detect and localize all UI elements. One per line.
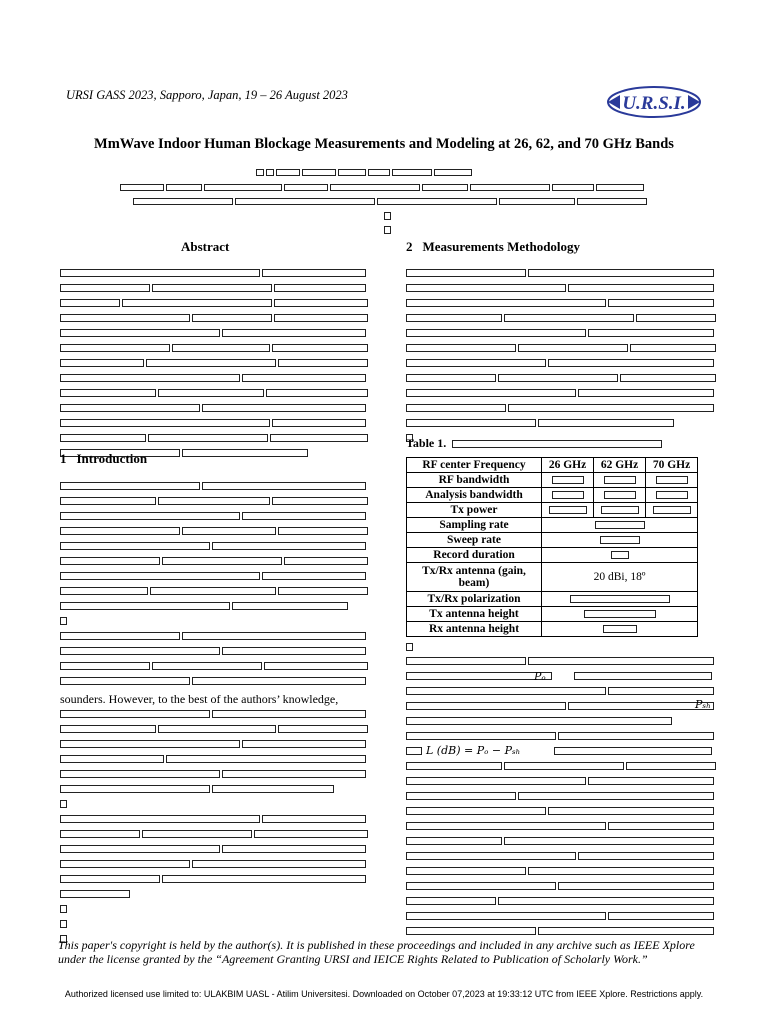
row-label: RF bandwidth <box>407 473 542 488</box>
row-label: Tx/Rx antenna (gain, beam) <box>407 563 542 592</box>
table-row <box>407 563 698 592</box>
introduction-visible-text: sounders. However, to the best of the authors’ knowledge, <box>60 692 339 706</box>
row-label: Tx power <box>407 503 542 518</box>
table-caption-label: Table 1. <box>406 436 447 450</box>
introduction-title: Introduction <box>76 451 148 466</box>
row-label: Sampling rate <box>407 518 542 533</box>
table-row <box>407 518 698 533</box>
author-line <box>256 168 516 177</box>
table-row <box>407 473 698 488</box>
cell-62ghz: 62 GHz <box>594 458 646 473</box>
table-caption <box>406 436 662 451</box>
authorized-use-notice: Authorized licensed use limited to: ULAKBIM UASL - Atilim Universitesi. Downloaded on October 07,2023 at 19:33:12 UTC from IEEE Xplore. Restrictions apply. <box>64 989 704 999</box>
cell-70ghz: 70 GHz <box>646 458 698 473</box>
cell-26ghz: 26 GHz <box>542 458 594 473</box>
affiliation-line-1 <box>120 183 644 192</box>
table-row <box>407 458 698 473</box>
copyright-notice: This paper's copyright is held by the author(s). It is published in these proceedings and included in any archive such as IEEE Xplore under the license granted by the “Agreement Granting URSI and IEICE Rights Related to Publication of Scholarly Work.” <box>58 938 695 966</box>
row-label: Tx antenna height <box>407 607 542 622</box>
introduction-heading <box>60 451 147 467</box>
shadowed-power-symbol: Pₛₕ <box>695 698 711 711</box>
row-label: Sweep rate <box>407 533 542 548</box>
table-row <box>407 622 698 637</box>
table-row <box>407 592 698 607</box>
affiliation-line-2 <box>133 197 647 206</box>
paper-title: MmWave Indoor Human Blockage Measurements and Modeling at 26, 62, and 70 GHz Bands <box>94 136 674 152</box>
methodology-title: Measurements Methodology <box>422 239 581 254</box>
rf-parameters-table <box>406 457 698 637</box>
spacer-glyph <box>384 226 391 234</box>
table-row <box>407 548 698 563</box>
methodology-heading <box>406 239 580 255</box>
received-power-symbol: Pₒ <box>534 670 546 683</box>
methodology-number: 2 <box>406 239 413 254</box>
path-loss-equation: L (dB) = Pₒ − Pₛₕ <box>426 744 521 757</box>
row-label: Analysis bandwidth <box>407 488 542 503</box>
table-row <box>407 503 698 518</box>
svg-text:U.R.S.I.: U.R.S.I. <box>622 93 686 114</box>
spacer-glyph <box>406 643 413 651</box>
table-row <box>407 607 698 622</box>
conference-header: URSI GASS 2023, Sapporo, Japan, 19 – 26 August 2023 <box>66 88 348 102</box>
table-row <box>407 533 698 548</box>
table-row <box>407 488 698 503</box>
ursi-logo <box>606 83 702 121</box>
row-label: Rx antenna height <box>407 622 542 637</box>
spacer-glyph <box>384 212 391 220</box>
abstract-heading: Abstract <box>181 239 230 254</box>
row-label: RF center Frequency <box>407 458 542 473</box>
table-caption-text-glyphs <box>452 440 662 448</box>
row-label: Record duration <box>407 548 542 563</box>
row-label: Tx/Rx polarization <box>407 592 542 607</box>
antenna-gain-beam-cell: 20 dBi, 18º <box>542 563 698 592</box>
introduction-number: 1 <box>60 451 67 466</box>
